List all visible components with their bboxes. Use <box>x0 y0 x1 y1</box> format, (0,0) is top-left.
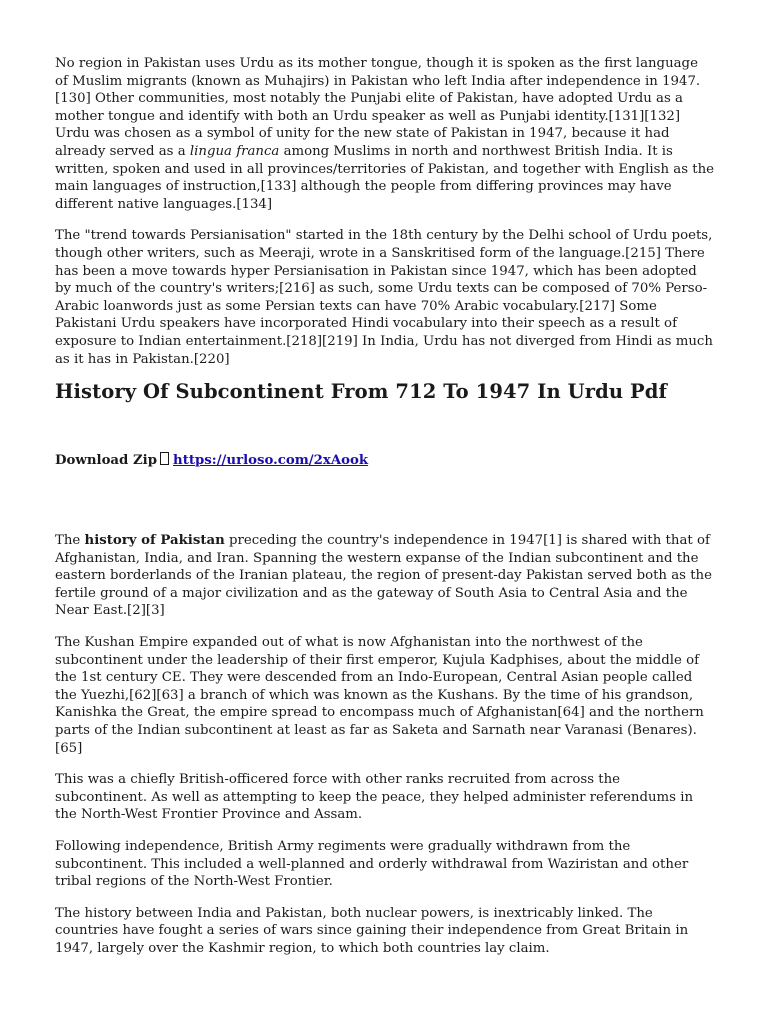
body-p1-bold-term: history of Pakistan <box>84 533 225 549</box>
body-paragraph-1 <box>55 532 715 620</box>
body-paragraph-5: The history between India and Pakistan, both nuclear powers, is inextricably linked. The countries have fought a series of wars since gaining their independence from Great Britain in 1947, largely over the Kashmir region, to which both countries lay claim. <box>55 905 689 956</box>
intro-text-b: among Muslims in north and northwest British India. It is written, spoken and used in all provinces/territories of Pakistan, and together with English as the main languages of instruction,[133] although the people from differing provinces may have different native languages.[134] <box>55 143 715 212</box>
spacer <box>55 470 715 532</box>
body-paragraph-4: Following independence, British Army regiments were gradually withdrawn from the subcontinent. This included a well-planned and orderly withdrawal from Waziristan and other tribal regions of the North-West Frontier. <box>55 839 689 890</box>
download-line <box>55 452 715 470</box>
body-p1-text-b: preceding the country's independence in 1947[1] is shared with that of Afghanistan, India, and Iran. Spanning the western expanse of the Indian subcontinent and the eastern borderlands of the Iranian plateau, the region of present-day Pakistan served both as the fertile ground of a major civilization and as the gateway of South Asia to Central Asia and the Near East.[2][3] <box>55 533 712 619</box>
document-page <box>55 55 715 972</box>
intro-italic-term: lingua franca <box>189 143 280 159</box>
intro-text-a: No region in Pakistan uses Urdu as its mother tongue, though it is spoken as the first language of Muslim migrants (known as Muhajirs) in Pakistan who left India after independence in 1947.[130] Other communities, most notably the Punjabi elite of Pakistan, have adopted Urdu as a mother tongue and identify with both an Urdu speaker as well as Punjabi identity.[131][132] Urdu was chosen as a symbol of unity for the new state of Pakistan in 1947, because it had already served as a <box>55 56 701 159</box>
download-link[interactable]: https://urloso.com/2xAook <box>173 453 369 469</box>
missing-glyph-icon <box>160 452 169 465</box>
download-label: Download Zip <box>55 453 158 469</box>
body-paragraph-3: This was a chiefly British-officered force with other ranks recruited from across the subcontinent. As well as attempting to keep the peace, they helped administer referendums in the North-West Frontier Province and Assam. <box>55 772 694 823</box>
body-paragraph-2: The Kushan Empire expanded out of what is now Afghanistan into the northwest of the subcontinent under the leadership of their first emperor, Kujula Kadphises, about the middle of the 1st century CE. They were descended from an Indo-European, Central Asian people called the Yuezhi,[62][63] a branch of which was known as the Kushans. By the time of his grandson, Kanishka the Great, the empire spread to encompass much of Afghanistan[64] and the northern parts of the Indian subcontinent at least as far as Saketa and Sarnath near Varanasi (Benares).[65] <box>55 635 704 756</box>
body-p1-text-a: The <box>55 533 85 549</box>
intro-paragraph-1 <box>55 55 715 213</box>
intro-paragraph-2: The "trend towards Persianisation" started in the 18th century by the Delhi school of Urdu poets, though other writers, such as Meeraji, wrote in a Sanskritised form of the language.[215] There has been a move towards hyper Persianisation in Pakistan since 1947, which has been adopted by much of the country's writers;[216] as such, some Urdu texts can be composed of 70% Perso-Arabic loanwords just as some Persian texts can have 70% Arabic vocabulary.[217] Some Pakistani Urdu speakers have incorporated Hindi vocabulary into their speech as a result of exposure to Indian entertainment.[218][219] In India, Urdu has not diverged from Hindi as much as it has in Pakistan.[220] <box>55 228 713 367</box>
page-title: History Of Subcontinent From 712 To 1947 In Urdu Pdf <box>55 380 667 404</box>
